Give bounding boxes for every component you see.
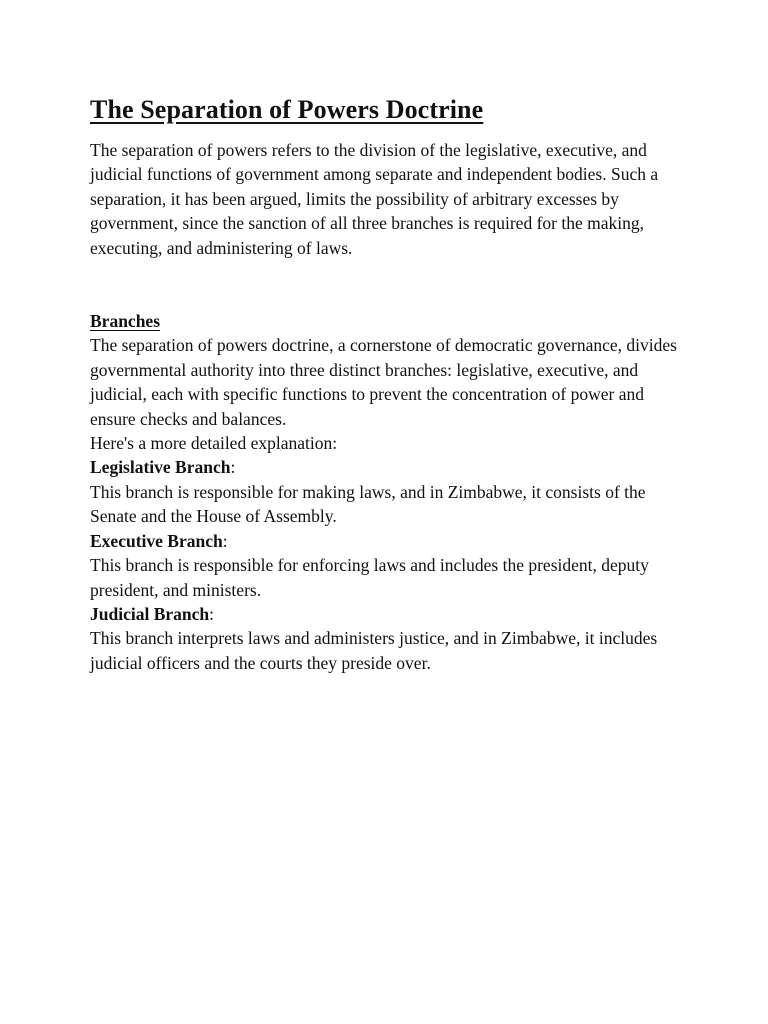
document-page <box>90 92 690 675</box>
branch-description-legislative: This branch is responsible for making laws, and in Zimbabwe, it consists of the Senate and the House of Assembly. <box>90 481 646 527</box>
branch-colon: : <box>209 603 214 624</box>
branches-heading: Branches <box>90 311 160 332</box>
branch-name: Legislative Branch <box>90 457 231 478</box>
branch-colon: : <box>230 457 236 478</box>
document-title: The Separation of Powers Doctrine <box>90 95 484 124</box>
explanation-lead-in: Here's a more detailed explanation: <box>90 433 338 454</box>
branch-heading-legislative <box>90 455 690 479</box>
branch-heading-judicial <box>90 602 690 626</box>
section-spacer <box>90 260 690 309</box>
branch-executive <box>90 529 690 602</box>
branch-description-judicial: This branch interprets laws and administers justice, and in Zimbabwe, it includes judicial officers and the courts they preside over. <box>90 628 658 673</box>
branch-heading-executive <box>90 529 690 553</box>
branch-name: Judicial Branch <box>90 603 210 624</box>
branch-legislative <box>90 455 690 528</box>
branch-name: Executive Branch <box>90 530 223 551</box>
intro-paragraph: The separation of powers refers to the division of the legislative, executive, and judicial functions of government among separate and independent bodies. Such a separation, it has been argued, limits the possibility of arbitrary excesses by government, since the sanction of all three branches is required for the making, executing, and administering of laws. <box>90 140 659 258</box>
branch-judicial <box>90 602 690 675</box>
branches-paragraph: The separation of powers doctrine, a cornerstone of democratic governance, divides governmental authority into three distinct branches: legislative, executive, and judicial, each with specific functions to prevent the concentration of power and ensure checks and balances. <box>90 335 677 429</box>
branch-description-executive: This branch is responsible for enforcing laws and includes the president, deputy president, and ministers. <box>90 555 649 600</box>
branch-colon: : <box>222 530 228 551</box>
